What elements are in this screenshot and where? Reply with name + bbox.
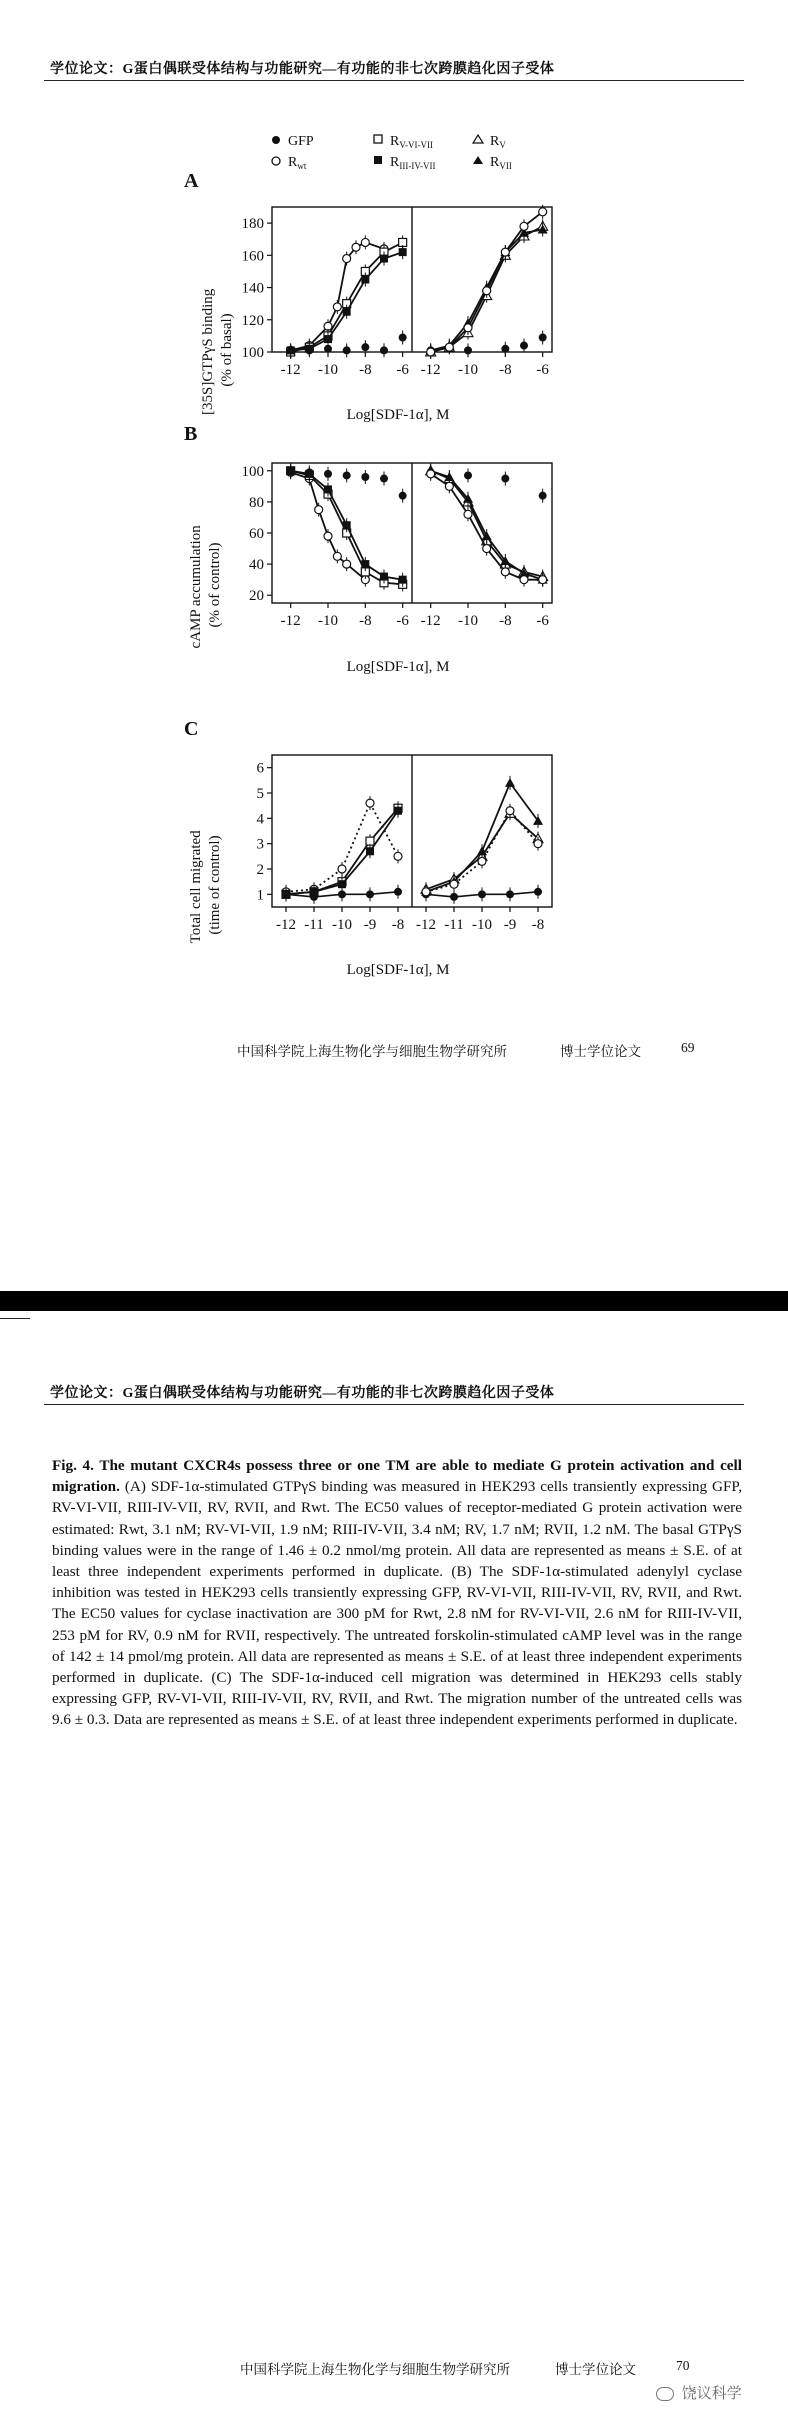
panel-a-xtick-label: -6 bbox=[536, 362, 549, 378]
panel-b-point-riii-iv-vii bbox=[380, 573, 388, 581]
panel-c-ytick-label: 2 bbox=[256, 862, 264, 878]
panel-b-point-rwt bbox=[539, 576, 547, 584]
legend-riiiivvii-marker bbox=[374, 156, 382, 164]
panel-b-point-riii-iv-vii bbox=[399, 576, 407, 584]
panel-c-point-rwt bbox=[478, 857, 486, 865]
panel-b-ytick-label: 20 bbox=[249, 588, 264, 605]
panel-b-xtick-label: -8 bbox=[359, 613, 372, 629]
panel-b-point-riii-iv-vii bbox=[343, 521, 351, 529]
panel-a-point-rwt bbox=[427, 348, 435, 356]
figure-caption bbox=[52, 1455, 742, 1731]
panel-b-ytick-label: 60 bbox=[249, 526, 264, 542]
panel-a-point-rwt bbox=[343, 255, 351, 263]
panel-b-xtick-label: -6 bbox=[536, 613, 549, 629]
panel-a-point-gfp bbox=[380, 346, 388, 354]
legend-riiiivvii-label: $R_{III-IV-VII}$ bbox=[390, 155, 436, 171]
panel-b-ytick-label: 40 bbox=[249, 557, 264, 574]
panel-a-ytick-label: 180 bbox=[241, 216, 264, 233]
panel-a-ytick-label: 160 bbox=[241, 248, 264, 265]
legend-rvvivii-marker bbox=[374, 135, 382, 143]
panel-a-ytick-label: 100 bbox=[241, 345, 264, 361]
page1-footer-thesis: 博士学位论文 bbox=[560, 1044, 641, 1059]
panel-b-xtick-label: -10 bbox=[458, 613, 478, 629]
page2-footer-thesis: 博士学位论文 bbox=[555, 2362, 636, 2377]
page-break-rule bbox=[0, 1318, 30, 1319]
panel-c-xtick-label: -12 bbox=[416, 917, 436, 933]
panel-a-point-rwt bbox=[352, 243, 360, 251]
panel-a-point-riii-iv-vii bbox=[361, 276, 369, 284]
panel-c-point-rwt bbox=[450, 880, 458, 888]
panel-a-letter: A bbox=[184, 170, 199, 192]
panel-c-xlabel: Log[SDF-1α], M bbox=[346, 962, 450, 978]
page1-page-number: 69 bbox=[681, 1040, 695, 1055]
legend-rwt-label: $R_{wt}$ bbox=[288, 155, 307, 171]
caption-title: Fig. 4. The mutant CXCR4s possess three or one TM are able to mediate G protein activation and cell migration. bbox=[52, 1457, 742, 1496]
panel-c-point-gfp bbox=[478, 890, 486, 898]
panel-b-xtick-label: -10 bbox=[318, 613, 338, 629]
panel-b-point-rwt bbox=[333, 552, 341, 560]
panel-c-letter: C bbox=[184, 718, 199, 740]
panel-a-point-gfp bbox=[539, 334, 547, 342]
panel-a-point-rwt bbox=[539, 208, 547, 216]
panel-a-point-rwt bbox=[445, 343, 453, 351]
panel-c-xtick-label: -8 bbox=[391, 917, 405, 933]
panel-c-point-rv-vi-vii bbox=[366, 837, 374, 845]
panel-b-point-gfp bbox=[501, 475, 509, 483]
panel-c-point-gfp bbox=[394, 888, 402, 896]
panel-a-xtick-label: -12 bbox=[280, 362, 301, 378]
page2-page-number: 70 bbox=[676, 2358, 690, 2373]
legend-rwt-marker bbox=[272, 157, 280, 165]
legend-rv-marker bbox=[473, 135, 483, 143]
panel-b-point-rwt bbox=[315, 506, 323, 514]
legend-rv-label: $R_V$ bbox=[490, 134, 506, 150]
panel-b-point-rwt bbox=[464, 510, 472, 518]
panel-c-point-rwt bbox=[338, 865, 346, 873]
panel-c-point-gfp bbox=[366, 890, 374, 898]
panel-a-xtick-label: -8 bbox=[499, 362, 512, 378]
legend-rvii-marker bbox=[473, 156, 483, 164]
panel-c-xtick-label: -10 bbox=[472, 917, 492, 933]
plot-area bbox=[242, 205, 553, 933]
panel-c-xtick-label: -8 bbox=[531, 917, 545, 933]
panel-b-xtick-label: -8 bbox=[499, 613, 512, 629]
page1-header: 学位论文：G蛋白偶联受体结构与功能研究—有功能的非七次跨膜趋化因子受体 bbox=[50, 62, 555, 77]
panel-a-point-riii-iv-vii bbox=[380, 255, 388, 263]
panel-c-point-gfp bbox=[534, 888, 542, 896]
panel-a-xtick-label: -8 bbox=[359, 362, 372, 378]
panel-a-point-gfp bbox=[464, 346, 472, 354]
panel-c-ytick-label: 3 bbox=[256, 836, 264, 853]
panel-c-point-gfp bbox=[450, 893, 458, 901]
watermark-text: 饶议科学 bbox=[681, 2384, 742, 2402]
panel-a-point-rwt bbox=[483, 287, 491, 295]
panel-a-xtick-label: -10 bbox=[458, 362, 478, 378]
legend-rvii-label: $R_{VII}$ bbox=[490, 155, 512, 171]
panel-a-ylabel: [35S]GTPγS binding (% of basal) bbox=[200, 288, 235, 415]
panel-c-point-rwt bbox=[366, 799, 374, 807]
panel-c-point-riii-iv-vii bbox=[338, 880, 346, 888]
panel-a-point-rwt bbox=[520, 222, 528, 230]
panel-c-point-gfp bbox=[338, 890, 346, 898]
panel-b-point-gfp bbox=[539, 492, 547, 500]
panel-a-xtick-label: -6 bbox=[396, 362, 409, 378]
panel-b-letter: B bbox=[184, 423, 198, 445]
panel-b-point-rwt bbox=[501, 568, 509, 576]
panel-b-ylabel: cAMP accumulation (% of control) bbox=[188, 525, 223, 649]
watermark bbox=[656, 2382, 742, 2403]
caption-part-a: (A) SDF-1α-stimulated GTPγS binding was measured in HEK293 cells transiently expressing GFP, RV-VI-VII, RIII-IV-VII, RV, RVII, and Rwt. The EC50 values of receptor-mediated G protein activation were estimated: Rwt, 3.1 nM; RV-VI-VII, 1.9 nM; RIII-IV-VII, 3.4 nM; RV, 1.7 nM; RVII, 1.2 nM. The basal GTPγS binding values were in the range of 1.46 ± 0.2 nmol/mg protein. All data are represented as means ± S.E. of at least three independent experiments performed in duplicate. bbox=[52, 1478, 742, 1581]
panel-c-ytick-label: 1 bbox=[256, 887, 264, 904]
panel-b-point-gfp bbox=[399, 492, 407, 500]
panel-c-point-riii-iv-vii bbox=[366, 847, 374, 855]
page2-header: 学位论文：G蛋白偶联受体结构与功能研究—有功能的非七次跨膜趋化因子受体 bbox=[50, 1386, 555, 1401]
panel-c-point-rwt bbox=[506, 807, 514, 815]
panel-b-xlabel: Log[SDF-1α], M bbox=[346, 659, 450, 675]
page2-footer-institute: 中国科学院上海生物化学与细胞生物学研究所 bbox=[240, 2362, 510, 2377]
panel-a-series-line-rwt bbox=[291, 242, 384, 350]
panel-b-point-rwt bbox=[427, 470, 435, 478]
panel-c-point-riii-iv-vii bbox=[310, 888, 318, 896]
page1-footer-institute: 中国科学院上海生物化学与细胞生物学研究所 bbox=[237, 1044, 507, 1059]
panel-b-point-gfp bbox=[464, 471, 472, 479]
caption-part-b: (B) The SDF-1α-stimulated adenylyl cyclase inhibition was tested in HEK293 cells transiently expressing GFP, RV-VI-VII, RIII-IV-VII, RV, RVII, and Rwt. The EC50 values for cyclase inactivation are 300 pM for Rwt, 2.8 nM for RV-VI-VII, 2.6 nM for RIII-IV-VII, 253 pM for RV, 0.9 nM for RVII, respectively. The untreated forskolin-stimulated cAMP level was in the range of 142 ± 14 pmol/mg protein. All data are represented as means ± S.E. of at least three independent experiments performed in duplicate. bbox=[52, 1563, 743, 1687]
panel-c-point-rwt bbox=[394, 852, 402, 860]
panel-c-point-rwt bbox=[422, 888, 430, 896]
panel-b-xtick-label: -6 bbox=[396, 613, 409, 629]
panel-a-point-gfp bbox=[520, 342, 528, 350]
page2-header-rule bbox=[44, 1404, 744, 1405]
panel-c-xtick-label: -11 bbox=[304, 917, 324, 933]
panel-b-point-rwt bbox=[483, 545, 491, 553]
panel-b-xtick-label: -12 bbox=[280, 613, 301, 629]
panel-b-ytick-label: 100 bbox=[241, 463, 264, 480]
panel-c-ytick-label: 4 bbox=[256, 811, 264, 828]
watermark-icon bbox=[656, 2387, 674, 2401]
panel-b-ytick-label: 80 bbox=[249, 494, 264, 511]
panel-c-xtick-label: -9 bbox=[363, 917, 377, 933]
panel-a-point-gfp bbox=[501, 345, 509, 353]
panel-a-ytick-label: 120 bbox=[241, 312, 264, 329]
panel-c-xtick-label: -12 bbox=[276, 917, 296, 933]
legend-rvvivii-label: $R_{V-VI-VII}$ bbox=[390, 134, 434, 150]
panel-c-point-riii-iv-vii bbox=[394, 807, 402, 815]
panel-b-xtick-label: -12 bbox=[420, 613, 441, 629]
caption-part-c: (C) The SDF-1α-induced cell migration was determined in HEK293 cells stably expressing GFP, RV-VI-VII, RIII-IV-VII, RV, RVII, and Rwt. The migration number of the untreated cells was 9.6 ± 0.3. Data are represented as means ± S.E. of at least three independent experiments performed in duplicate. bbox=[52, 1669, 742, 1729]
panel-b-point-riii-iv-vii bbox=[361, 560, 369, 568]
figure-4 bbox=[0, 95, 788, 1045]
panel-a-point-riii-iv-vii bbox=[324, 335, 332, 343]
panel-a-ytick-label: 140 bbox=[241, 280, 264, 297]
panel-b-point-rwt bbox=[343, 560, 351, 568]
panel-c-xtick-label: -9 bbox=[503, 917, 517, 933]
panel-a-xlabel: Log[SDF-1α], M bbox=[346, 407, 450, 423]
panel-c-ytick-label: 6 bbox=[256, 760, 264, 777]
panel-a-point-gfp bbox=[399, 334, 407, 342]
panel-a-point-riii-iv-vii bbox=[343, 308, 351, 316]
panel-b-point-rwt bbox=[445, 482, 453, 490]
panel-c-ytick-label: 5 bbox=[256, 786, 264, 802]
panel-b-point-gfp bbox=[324, 470, 332, 478]
panel-b-point-riii-iv-vii bbox=[305, 470, 313, 478]
page-break bbox=[0, 1291, 788, 1311]
panel-a-point-rwt bbox=[464, 324, 472, 332]
panel-c-series-line-rvii bbox=[426, 783, 538, 892]
figure-legend bbox=[272, 134, 512, 171]
panel-c-point-rvii bbox=[505, 778, 515, 787]
panel-b-point-gfp bbox=[380, 475, 388, 483]
panel-c-xtick-label: -10 bbox=[332, 917, 352, 933]
panel-c-point-rwt bbox=[534, 840, 542, 848]
panel-b-point-riii-iv-vii bbox=[324, 485, 332, 493]
panel-a-point-riii-iv-vii bbox=[399, 248, 407, 256]
panel-b-point-rwt bbox=[520, 576, 528, 584]
panel-c-point-gfp bbox=[506, 890, 514, 898]
panel-a-point-rwt bbox=[501, 248, 509, 256]
panel-a-point-rwt bbox=[333, 303, 341, 311]
panel-a-point-riii-iv-vii bbox=[305, 345, 313, 353]
panel-c-point-riii-iv-vii bbox=[282, 890, 290, 898]
legend-gfp-marker bbox=[272, 136, 280, 144]
panel-b-point-riii-iv-vii bbox=[287, 467, 295, 475]
panel-b-point-gfp bbox=[361, 473, 369, 481]
panel-b-point-rwt bbox=[324, 532, 332, 540]
panel-a-point-gfp bbox=[361, 343, 369, 351]
legend-gfp-label: GFP bbox=[288, 134, 314, 149]
panel-a-xtick-label: -10 bbox=[318, 362, 338, 378]
panel-b-point-gfp bbox=[343, 471, 351, 479]
panel-a-point-riii-iv-vii bbox=[287, 346, 295, 354]
panel-a-point-gfp bbox=[343, 346, 351, 354]
panel-c-xtick-label: -11 bbox=[444, 917, 464, 933]
panel-a-xtick-label: -12 bbox=[420, 362, 441, 378]
panel-c-ylabel: Total cell migrated (time of control) bbox=[188, 830, 223, 944]
panel-a-point-rwt bbox=[361, 238, 369, 246]
page1-header-rule bbox=[44, 80, 744, 81]
